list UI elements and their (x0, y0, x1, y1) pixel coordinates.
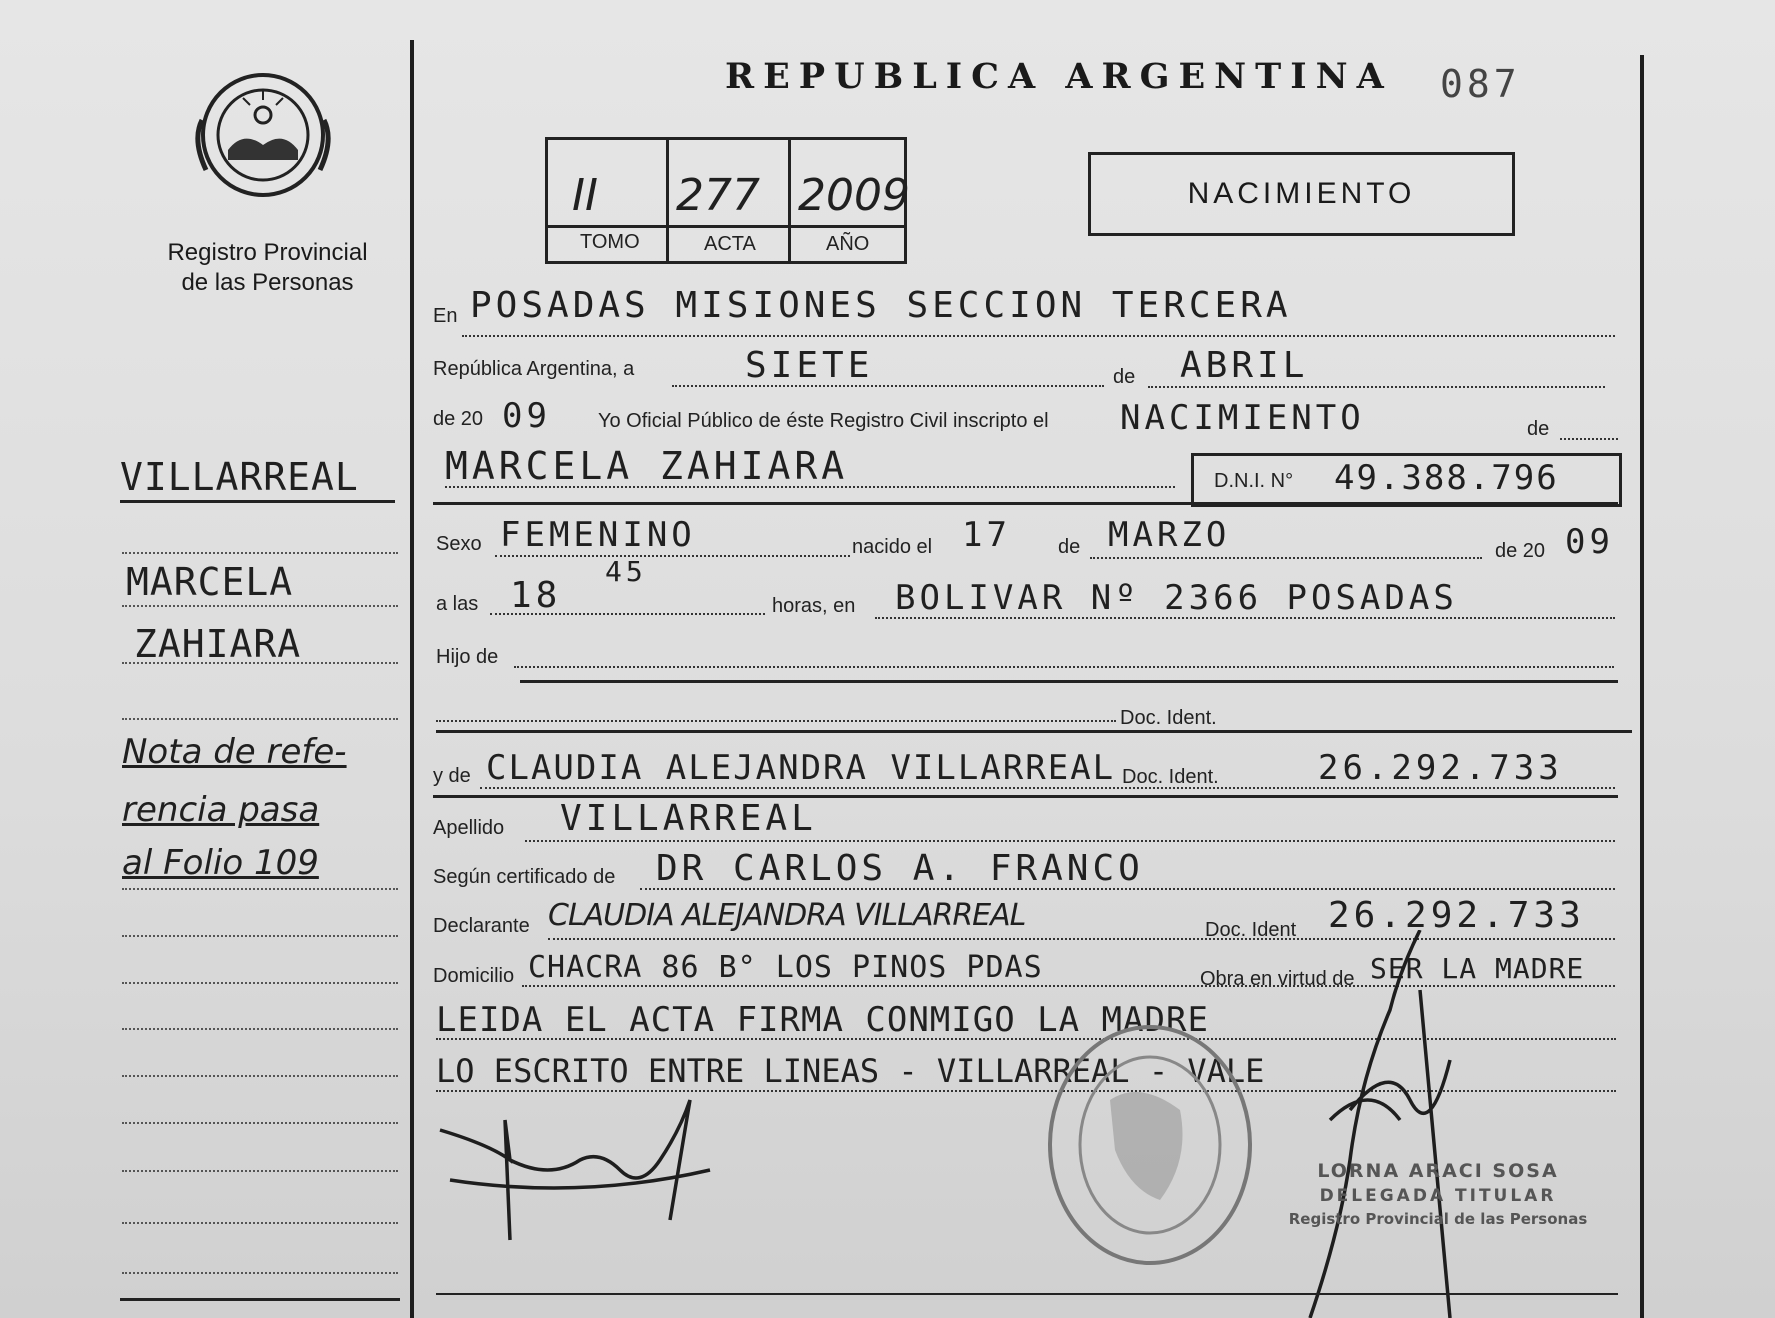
en-label: En (433, 305, 458, 327)
acta-label: ACTA (704, 233, 756, 255)
sidebar-note-1: Nota de refe- (122, 732, 347, 772)
registry-title (130, 238, 405, 298)
page-number: 087 (1440, 62, 1521, 106)
horas-label: horas, en (772, 595, 856, 617)
declarante-label: Declarante (433, 915, 530, 937)
acta-value: 277 (676, 170, 760, 221)
official-signature-icon (430, 1090, 720, 1250)
hijo-label: Hijo de (436, 646, 499, 668)
de-label-3: de (1058, 536, 1081, 558)
yde-label: y de (433, 765, 471, 787)
month-value: ABRIL (1180, 345, 1309, 386)
obra-value: SER LA MADRE (1370, 952, 1585, 985)
birth-minute: 45 (605, 555, 647, 588)
dni-value: 49.388.796 (1334, 458, 1559, 498)
mother-name: CLAUDIA ALEJANDRA VILLARREAL (486, 748, 1116, 788)
alas-label: a las (436, 593, 479, 615)
day-value: SIETE (745, 345, 874, 386)
inscripto-value: NACIMIENTO (1120, 398, 1365, 438)
country-heading: REPUBLICA ARGENTINA (725, 56, 1393, 97)
anio-value: 2009 (798, 170, 910, 221)
note-line-2: LO ESCRITO ENTRE LINEAS - VILLARREAL - VALE (436, 1052, 1265, 1090)
margin-rule (410, 40, 414, 1318)
segun-value: DR CARLOS A. FRANCO (656, 848, 1144, 889)
act-type-box (1088, 152, 1515, 236)
sexo-label: Sexo (436, 533, 482, 555)
sexo-value: FEMENINO (500, 515, 696, 555)
anio-label: AÑO (826, 233, 870, 255)
birth-day: 17 (962, 515, 1011, 555)
year-prefix: de 20 (433, 408, 484, 430)
segun-label: Según certificado de (433, 866, 616, 888)
de-label-2: de (1527, 418, 1550, 440)
domicilio-label: Domicilio (433, 965, 515, 987)
year-value: 09 (502, 396, 551, 436)
doc-ident-label: Doc. Ident. (1120, 707, 1217, 729)
nacido-label: nacido el (852, 536, 933, 558)
registry-line-2: de las Personas (181, 269, 354, 296)
stamp-title: DELEGADA TITULAR (1319, 1186, 1557, 1206)
en-value: POSADAS MISIONES SECCION TERCERA (470, 285, 1292, 326)
birth-hour: 18 (510, 575, 562, 616)
sidebar-note-2: rencia pasa (122, 790, 320, 830)
obra-label: Obra en virtud de (1200, 968, 1355, 990)
dni-box (1191, 453, 1622, 507)
oficial-text: Yo Oficial Público de éste Registro Civil inscripto el (598, 410, 1049, 432)
registrar-signature-icon (1290, 930, 1470, 1318)
apellido-value: VILLARREAL (560, 798, 817, 839)
note-line-1: LEIDA EL ACTA FIRMA CONMIGO LA MADRE (436, 1000, 1209, 1040)
apellido-label: Apellido (433, 817, 505, 839)
birth-month: MARZO (1108, 515, 1231, 555)
de-label: de (1113, 366, 1136, 388)
birth-place: BOLIVAR Nº 2366 POSADAS (895, 578, 1458, 618)
record-box (545, 137, 910, 264)
name-value: MARCELA ZAHIARA (445, 444, 849, 488)
mother-doc: 26.292.733 (1318, 748, 1563, 788)
registrar-stamp (1278, 1160, 1598, 1228)
stamp-name: LORNA ARACI SOSA (1317, 1160, 1559, 1182)
republica-label: República Argentina, a (433, 358, 635, 380)
sidebar-surname: VILLARREAL (120, 455, 359, 499)
doc-ident-label-2: Doc. Ident. (1122, 766, 1219, 788)
provincial-seal-icon (188, 60, 338, 210)
official-round-stamp-icon (1040, 1020, 1260, 1270)
doc-ident-label-3: Doc. Ident (1205, 919, 1297, 941)
domicilio-value: CHACRA 86 B° LOS PINOS PDAS (528, 950, 1043, 985)
sidebar-given-2: ZAHIARA (134, 622, 302, 666)
declarante-value: CLAUDIA ALEJANDRA VILLARREAL (548, 898, 1026, 933)
act-type-label: NACIMIENTO (1187, 177, 1416, 210)
dni-label: D.N.I. N° (1214, 470, 1294, 492)
declarante-doc: 26.292.733 (1328, 895, 1585, 936)
birth-year: 09 (1565, 522, 1614, 562)
sidebar-given-1: MARCELA (126, 560, 294, 604)
de20-label: de 20 (1495, 540, 1546, 562)
tomo-value: II (572, 170, 598, 221)
sidebar-note-3: al Folio 109 (122, 843, 319, 883)
registry-line-1: Registro Provincial (167, 239, 368, 266)
right-rule (1640, 55, 1644, 1318)
tomo-label: TOMO (580, 231, 640, 253)
stamp-office: Registro Provincial de las Personas (1288, 1210, 1588, 1228)
